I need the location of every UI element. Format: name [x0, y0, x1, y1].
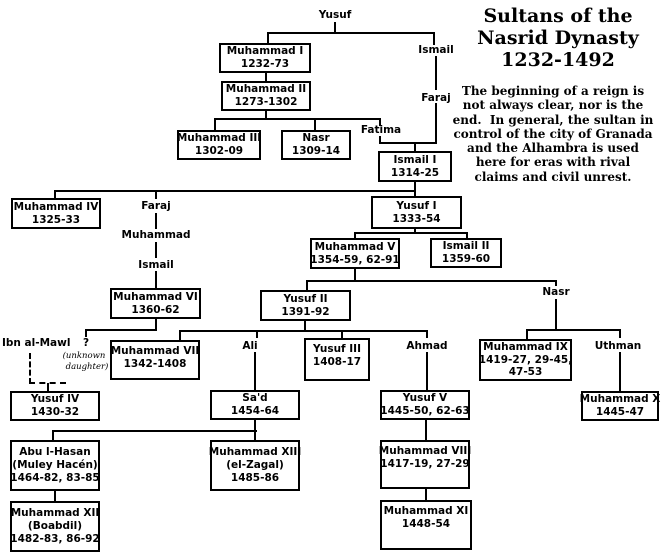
page-title: [450, 5, 666, 71]
label-yusuf: Yusuf: [318, 9, 352, 21]
label-ismail-left: Ismail: [138, 259, 174, 271]
description-line: not always clear, nor is the: [462, 98, 644, 113]
node-dates: 1360-62: [131, 303, 180, 316]
node-name: Muhammad XI: [383, 505, 469, 517]
node-name: Muhammad II: [225, 83, 307, 95]
connector-line: [555, 299, 557, 330]
node-muhammad-vi: [110, 288, 201, 319]
connector-line: [379, 142, 437, 144]
dashed-connector-line: [29, 353, 31, 384]
dashed-connector-line: [29, 382, 66, 384]
label-ismail-right: Ismail: [418, 44, 454, 56]
connector-line: [426, 331, 428, 338]
connector-line: [214, 118, 381, 120]
connector-line: [47, 383, 49, 391]
node-muhammad-x: [581, 391, 659, 421]
node-muhammad-viii: [380, 440, 470, 489]
connector-line: [267, 33, 269, 43]
node-dates: 1408-17: [312, 356, 362, 368]
connector-line: [155, 213, 157, 229]
title-line: 1232-1492: [501, 49, 615, 71]
node-ismail-ii: [430, 238, 502, 268]
connector-line: [306, 280, 557, 282]
node-dates: 1391-92: [281, 305, 330, 318]
label-ahmad: Ahmad: [406, 340, 448, 352]
node-name: Muhammad VII: [110, 345, 200, 357]
node-abu-l-hasan: [10, 440, 100, 491]
node-nasr: [281, 130, 351, 160]
node-name: Muhammad VIII: [378, 445, 472, 457]
connector-line: [54, 191, 56, 198]
connector-line: [425, 489, 427, 500]
node-alias: (el-Zagal): [226, 459, 284, 471]
label-unknown-daughter: daughter): [65, 362, 109, 372]
node-muhammad-xiii: [210, 440, 300, 491]
connector-line: [354, 232, 468, 234]
node-dates: 1354-59, 62-91: [310, 253, 400, 266]
connector-line: [379, 136, 381, 143]
node-yusuf-i: [371, 196, 462, 229]
connector-line: [265, 111, 267, 119]
node-muhammad-i: [219, 43, 311, 73]
description-line: control of the city of Granada: [453, 126, 653, 141]
connector-line: [52, 431, 54, 440]
node-sad: [210, 390, 300, 420]
description-line: end. In general, the sultan in: [452, 112, 654, 127]
connector-line: [85, 329, 157, 331]
node-muhammad-v: [310, 238, 400, 269]
connector-line: [306, 281, 308, 290]
connector-line: [54, 491, 56, 501]
node-muhammad-vii: [110, 340, 200, 380]
node-yusuf-iv: [10, 391, 100, 421]
description-line: The beginning of a reign is: [461, 84, 645, 98]
connector-line: [54, 190, 416, 192]
node-muhammad-ii: [221, 81, 311, 111]
node-dates: 1342-1408: [123, 358, 187, 370]
node-name: Sa'd: [242, 392, 268, 404]
node-yusuf-ii: [260, 290, 351, 321]
node-dates: 1445-50, 62-63: [380, 405, 470, 417]
description-text: [438, 84, 668, 184]
node-name: Yusuf II: [283, 292, 328, 305]
connector-line: [256, 331, 258, 338]
node-dates: 1419-27, 29-45,: [478, 353, 573, 366]
label-ali: Ali: [242, 340, 258, 352]
node-name: Muhammad I: [226, 45, 304, 57]
connector-line: [85, 330, 87, 337]
label-ibn-al-mawl: Ibn al-Mawl: [2, 337, 71, 349]
node-name: Muhammad IX: [483, 341, 568, 354]
label-unknown-daughter: (unknown: [62, 351, 106, 361]
node-dates: 1325-33: [31, 213, 81, 226]
node-muhammad-xi: [380, 500, 472, 550]
label-faraj-right: Faraj: [421, 92, 451, 104]
node-muhammad-ix: [479, 339, 572, 381]
connector-line: [254, 352, 256, 390]
connector-line: [304, 321, 306, 331]
node-dates: 47-53: [508, 366, 543, 379]
node-dates: 1454-64: [230, 405, 280, 417]
connector-line: [619, 330, 621, 338]
label-nasr-right: Nasr: [542, 286, 570, 298]
connector-line: [341, 331, 343, 338]
title-line: Nasrid Dynasty: [477, 27, 639, 49]
node-yusuf-iii: [304, 338, 370, 381]
node-dates: 1273-1302: [234, 96, 298, 108]
node-ismail-i: [378, 151, 452, 182]
description-line: here for eras with rival: [475, 155, 631, 170]
node-name: Abu l-Hasan: [19, 446, 91, 458]
node-yusuf-v: [380, 390, 470, 420]
node-muhammad-iii: [177, 130, 261, 160]
title-line: Sultans of the: [483, 5, 633, 27]
connector-line: [435, 56, 437, 90]
node-name: Muhammad X: [579, 393, 661, 405]
connector-line: [426, 352, 428, 390]
node-muhammad-xii: [10, 501, 100, 552]
connector-line: [155, 242, 157, 258]
node-dates: 1309-14: [291, 145, 341, 157]
connector-line: [214, 119, 216, 130]
connector-line: [267, 32, 435, 34]
node-dates: 1482-83, 86-92: [10, 533, 100, 545]
node-name: Nasr: [302, 132, 330, 144]
node-dates: 1430-32: [30, 406, 80, 418]
node-name: Muhammad XIII: [208, 446, 302, 458]
label-muhammad-left: Muhammad: [121, 229, 191, 241]
node-dates: 1464-82, 83-85: [10, 472, 100, 484]
connector-line: [314, 119, 316, 130]
node-alias: (Muley Hacén): [12, 459, 98, 471]
node-name: Yusuf V: [402, 392, 448, 404]
connector-line: [619, 352, 621, 391]
connector-line: [526, 329, 621, 331]
connector-line: [435, 103, 437, 143]
connector-line: [155, 271, 157, 288]
description-line: and the Alhambra is used: [467, 141, 639, 156]
node-name: Yusuf III: [313, 343, 361, 355]
label-unknown-mark: ?: [82, 337, 90, 349]
node-name: Yusuf IV: [30, 393, 80, 405]
node-dates: 1232-73: [240, 58, 290, 70]
node-dates: 1333-54: [392, 212, 441, 225]
connector-line: [414, 181, 416, 196]
connector-line: [354, 269, 356, 281]
node-dates: 1359-60: [441, 253, 491, 265]
node-dates: 1485-86: [230, 472, 280, 484]
node-name: Ismail I: [393, 153, 437, 166]
node-name: Muhammad V: [314, 240, 396, 253]
node-dates: 1417-19, 27-29: [380, 458, 470, 470]
connector-line: [179, 331, 181, 340]
label-faraj-left: Faraj: [141, 200, 171, 212]
connector-line: [52, 430, 257, 432]
connector-line: [265, 73, 267, 81]
node-name: Muhammad XII: [10, 507, 100, 519]
connector-line: [526, 330, 528, 339]
connector-line: [155, 319, 157, 330]
connector-line: [425, 420, 427, 440]
connector-line: [254, 420, 256, 440]
node-dates: 1445-47: [595, 406, 645, 418]
description-line: claims and civil unrest.: [474, 169, 632, 184]
node-muhammad-iv: [11, 198, 101, 229]
node-dates: 1302-09: [194, 145, 244, 157]
connector-line: [155, 191, 157, 199]
node-name: Muhammad VI: [113, 290, 198, 303]
node-name: Muhammad III: [176, 132, 262, 144]
label-uthman: Uthman: [594, 340, 642, 352]
node-name: Muhammad IV: [13, 200, 99, 213]
connector-line: [414, 142, 416, 151]
node-dates: 1448-54: [401, 518, 451, 530]
node-name: Yusuf I: [396, 199, 437, 212]
label-fatima: Fatima: [360, 124, 402, 136]
node-alias: (Boabdil): [27, 520, 83, 532]
node-name: Ismail II: [442, 240, 490, 252]
node-dates: 1314-25: [390, 166, 440, 179]
connector-line: [334, 22, 336, 33]
